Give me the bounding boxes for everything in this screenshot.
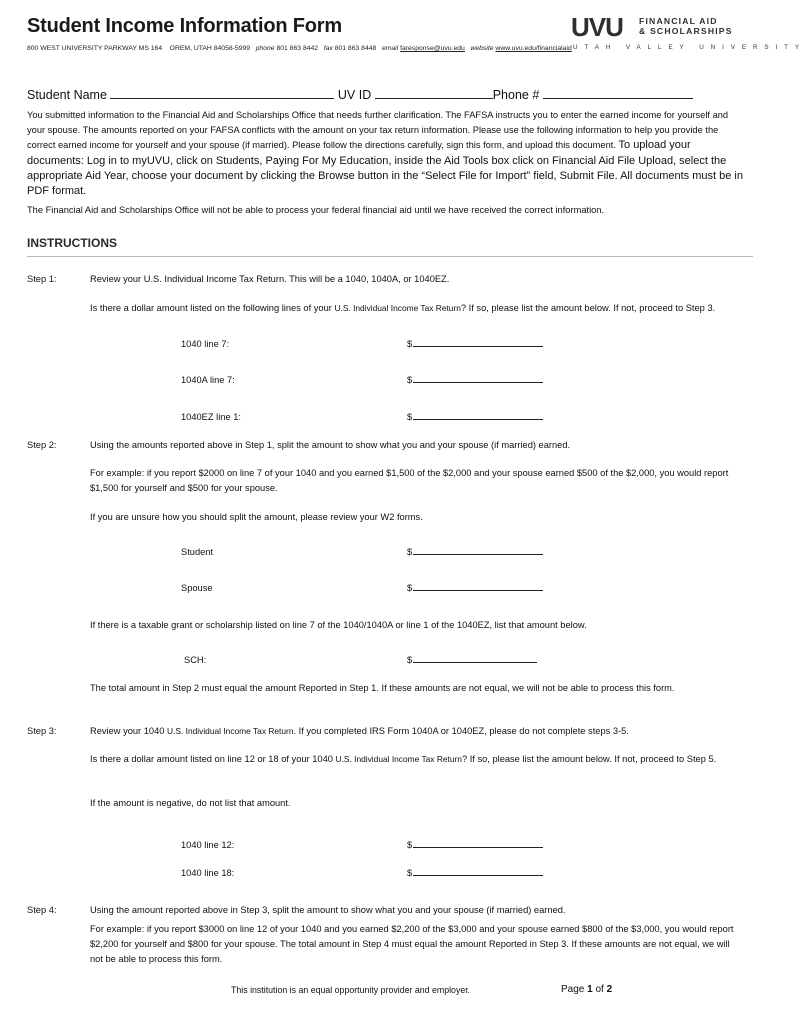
- currency-sign: $: [407, 547, 413, 557]
- upload-instructions: To upload your documents: Log in to myUVU, click on Students, Paying For My Education, inside the Aid Tools box click on Financial Aid File Upload, select the appropriate Aid Year, choose your document by clicking the Browse button in the “Select File for Import” field, Submit File. All documents must be in PDF format.: [27, 139, 743, 198]
- phone-number: 801 863 8442: [276, 45, 319, 52]
- step-4-example: For example: if you report $3000 on line 12 of your 1040 and you earned $2,200 of the $3,000 and your spouse earned $800 of the $3,000, you would report $2,200 for yourself and $800 for your spouse. The total amount in Step 4 must equal the amount Reported in Step 3. If these amounts are not equal, we will not be able to process this form.: [90, 924, 734, 964]
- logo-department: [639, 16, 733, 36]
- page-number: [561, 984, 612, 995]
- amount-line: [413, 838, 543, 848]
- field-label-sch: SCH:: [184, 655, 207, 665]
- website-label: website: [470, 45, 494, 52]
- page-current: 1: [587, 984, 593, 995]
- step-3-negative-note: If the amount is negative, do not list that amount.: [90, 798, 291, 808]
- step-3-text-a: Review your 1040: [90, 726, 165, 736]
- amount-1040-line-12[interactable]: [407, 838, 543, 853]
- logo-university: UTAH VALLEY UNIVERSITY: [573, 44, 806, 51]
- field-label-student: Student: [181, 547, 214, 557]
- amount-line: [413, 653, 537, 663]
- step-2-example: For example: if you report $2000 on line 7 of your 1040 and you earned $1,500 of the $2,000 and your spouse earned $500 of the $2,000, you would report $1,500 for yourself and $500 for your spouse.: [90, 468, 729, 493]
- currency-sign: $: [407, 375, 413, 385]
- address: 800 WEST UNIVERSITY PARKWAY MS 164: [27, 45, 163, 52]
- step-3-question-form: U.S. Individual Income Tax Return: [335, 754, 462, 764]
- step-2-label: Step 2:: [27, 440, 57, 450]
- amount-1040-line-7[interactable]: [407, 337, 543, 352]
- uvu-logo: [571, 12, 806, 54]
- website-link[interactable]: www.uvu.edu/financialaid: [495, 45, 572, 52]
- step-1-question-a: Is there a dollar amount listed on the following lines of your: [90, 303, 332, 313]
- amount-line: [413, 581, 543, 591]
- contact-line: [27, 45, 572, 52]
- heading-divider: [27, 256, 753, 257]
- student-name-label: Student Name: [27, 88, 107, 102]
- amount-sch[interactable]: [407, 653, 537, 668]
- phone-field[interactable]: [543, 87, 693, 99]
- page-total: 2: [606, 984, 613, 995]
- student-info-line: [27, 87, 693, 102]
- step-3-text-b: . If you completed IRS Form 1040A or 1040EZ, please do not complete steps 3-5.: [293, 726, 629, 736]
- step-4-text: Using the amount reported above in Step 3, split the amount to show what you and your spouse (if married) earned.: [90, 905, 566, 915]
- email-link[interactable]: faresponse@uvu.edu: [400, 45, 465, 52]
- phone-field-label: Phone #: [492, 88, 540, 102]
- field-label-1040-line-7: 1040 line 7:: [181, 339, 230, 349]
- currency-sign: $: [407, 339, 413, 349]
- amount-1040ez-line-1[interactable]: [407, 410, 543, 425]
- logo-line-1: FINANCIAL AID: [639, 16, 718, 26]
- step-1-question: [90, 301, 740, 316]
- currency-sign: $: [407, 655, 413, 665]
- intro-warning: The Financial Aid and Scholarships Office will not be able to process your federal financial aid until we have received the correct information.: [27, 205, 605, 215]
- instructions-heading: INSTRUCTIONS: [27, 236, 117, 250]
- amount-line: [413, 866, 543, 876]
- field-label-1040-line-18: 1040 line 18:: [181, 868, 235, 878]
- step-3-text: [90, 724, 740, 739]
- uv-id-field[interactable]: [375, 87, 493, 99]
- field-label-1040-line-12: 1040 line 12:: [181, 840, 235, 850]
- logo-mark: UVU: [571, 12, 623, 42]
- step-2-total-note: The total amount in Step 2 must equal the amount Reported in Step 1. If these amounts are not equal, we will not be able to process this form.: [90, 683, 675, 693]
- amount-line: [413, 410, 543, 420]
- step-2-grant-text: If there is a taxable grant or scholarship listed on line 7 of the 1040/1040A or line 1 of the 1040EZ, list that amount below.: [90, 620, 587, 630]
- currency-sign: $: [407, 412, 413, 422]
- amount-line: [413, 373, 543, 383]
- step-2-text: Using the amounts reported above in Step 1, split the amount to show what you and your spouse (if married) earned.: [90, 440, 571, 450]
- intro-paragraph: [27, 108, 743, 199]
- currency-sign: $: [407, 583, 413, 593]
- field-label-spouse: Spouse: [181, 583, 213, 593]
- step-1-question-form: U.S. Individual Income Tax Return: [334, 303, 461, 313]
- page-title: Student Income Information Form: [27, 15, 342, 37]
- step-1-question-b: ? If so, please list the amount below. If not, proceed to Step 3.: [460, 303, 716, 313]
- logo-line-2: & SCHOLARSHIPS: [639, 26, 733, 36]
- step-3-text-form: U.S. Individual Income Tax Return: [167, 726, 294, 736]
- uv-id-label: UV ID: [337, 88, 372, 102]
- step-3-question: [90, 752, 740, 767]
- city: OREM, UTAH 84058-5999: [169, 45, 251, 52]
- of-word: of: [595, 984, 604, 995]
- field-label-1040ez-line-1: 1040EZ line 1:: [181, 412, 241, 422]
- amount-1040-line-18[interactable]: [407, 866, 543, 881]
- step-2-unsure: If you are unsure how you should split the amount, please review your W2 forms.: [90, 512, 423, 522]
- amount-spouse[interactable]: [407, 581, 543, 596]
- fax-label: fax: [323, 45, 333, 52]
- amount-line: [413, 337, 543, 347]
- currency-sign: $: [407, 840, 413, 850]
- amount-student[interactable]: [407, 545, 543, 560]
- email-label: email: [381, 45, 399, 52]
- amount-1040a-line-7[interactable]: [407, 373, 543, 388]
- amount-line: [413, 545, 543, 555]
- field-label-1040a-line-7: 1040A line 7:: [181, 375, 235, 385]
- step-1-text: Review your U.S. Individual Income Tax Return. This will be a 1040, 1040A, or 1040EZ.: [90, 274, 450, 284]
- equal-opportunity-notice: This institution is an equal opportunity provider and employer.: [231, 985, 471, 995]
- step-3-question-b: ? If so, please list the amount below. If not, proceed to Step 5.: [461, 754, 717, 764]
- step-1-label: Step 1:: [27, 274, 57, 284]
- step-3-label: Step 3:: [27, 726, 57, 736]
- currency-sign: $: [407, 868, 413, 878]
- step-3-question-a: Is there a dollar amount listed on line 12 or 18 of your 1040: [90, 754, 333, 764]
- step-4-label: Step 4:: [27, 905, 57, 915]
- fax-number: 801 863 8448: [334, 45, 377, 52]
- page-word: Page: [561, 984, 585, 995]
- phone-label: phone: [255, 45, 275, 52]
- intro-text: You submitted information to the Financial Aid and Scholarships Office that needs further clarification. The FAFSA instructs you to enter the earned income for yourself and your spouse. The amounts reported on your FAFSA conflicts with the amount on your tax return information. Please use the following information to help you provide the correct earned income for yourself and your spouse (if married). Please follow the directions carefully, sign this form, and upload this document.: [27, 110, 729, 151]
- student-name-field[interactable]: [110, 87, 334, 99]
